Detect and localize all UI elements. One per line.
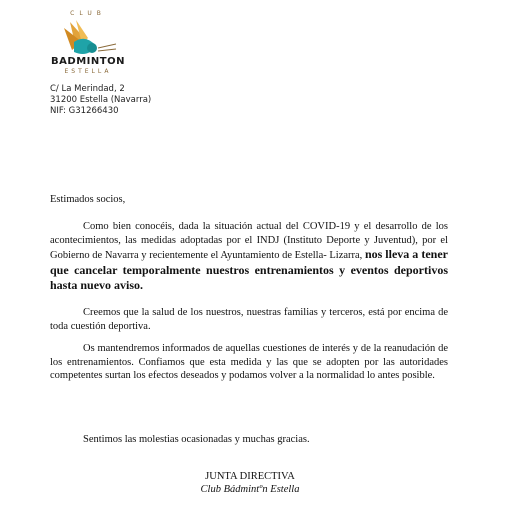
signature-club-name: Club Bádmintºn Estella	[200, 484, 300, 495]
signature-title: JUNTA DIRECTIVA	[205, 471, 295, 482]
logo-main-text: BADMINTON	[51, 56, 125, 67]
address-nif: NIF: G31266430	[50, 106, 119, 116]
paragraph-1-text: Como bien conocéis, dada la situación actual del COVID-19 y el desarrollo de los acontecimientos, las medidas adoptadas por el INDJ (Instituto Deporte y Juventud), por el Gobierno de Navarra y recientemente el Ayuntamiento de Estella- Lizarra,	[50, 221, 448, 261]
paragraph-1-bold-text: nos lleva a tener que cancelar temporalmente nuestros entrenamientos y eventos deportivos hasta nuevo aviso.	[50, 247, 448, 292]
letter-paragraph-3: Os mantendremos informados de aquellas cuestiones de interés y de la reanudación de los entrenamientos. Confiamos que esta medida y las que se adopten por las autoridades competentes surtan los efectos deseados y podamos volver a la normalidad lo antes posible.	[50, 343, 448, 381]
logo-sub-text: ESTELLA	[64, 68, 112, 75]
club-address	[50, 84, 151, 117]
club-logo	[50, 10, 126, 78]
letter-paragraph-2: Creemos que la salud de los nuestros, nuestras familias y terceros, está por encima de toda cuestión deportiva.	[50, 307, 448, 332]
shuttlecock-icon	[56, 18, 120, 58]
address-street: C/ La Merindad, 2	[50, 84, 125, 94]
letter-greeting: Estimados socios,	[50, 194, 126, 205]
letter-paragraph-4: Sentimos las molestias ocasionadas y muchas gracias.	[83, 434, 310, 445]
logo-club-text: CLUB	[70, 10, 106, 17]
address-city: 31200 Estella (Navarra)	[50, 95, 152, 105]
letter-paragraph-1	[50, 220, 448, 294]
